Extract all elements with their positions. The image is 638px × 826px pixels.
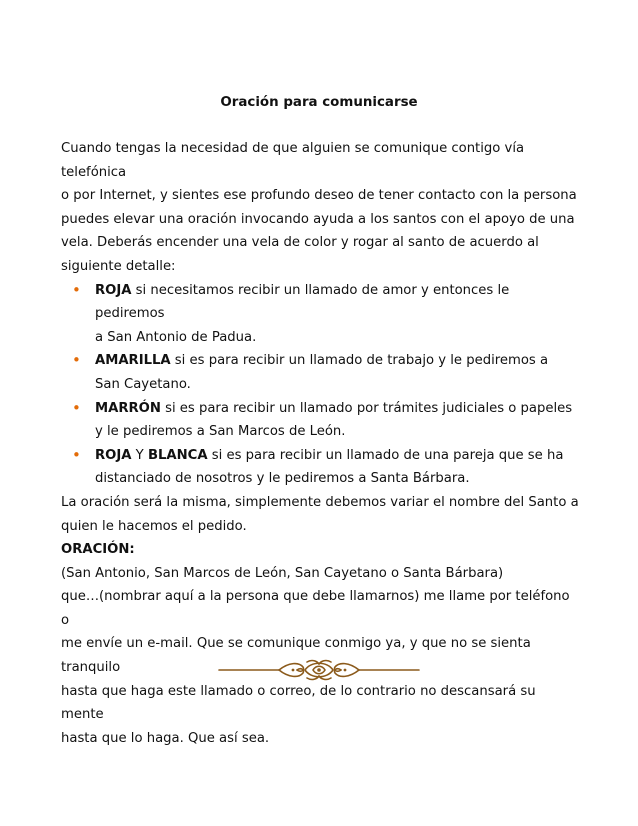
bullet-icon: • — [72, 398, 81, 417]
list-item: • MARRÓN si es para recibir un llamado por trámites judiciales o papeles y le pediremos a San Marcos de León. — [72, 398, 573, 440]
bullet-icon: • — [72, 445, 81, 464]
bullet-icon: • — [72, 280, 81, 299]
document-title: Oración para comunicarse — [220, 95, 418, 110]
ornament-divider-icon — [217, 658, 421, 682]
note-line: quien le hacemos el pedido. — [61, 518, 247, 534]
prayer-line: hasta que haga este llamado o correo, de lo contrario no descansará su mente — [61, 683, 536, 723]
prayer-line: hasta que lo haga. Que así sea. — [61, 730, 270, 746]
prayer-line: que…(nombrar aquí a la persona que debe llamarnos) me llame por teléfono o — [61, 589, 570, 628]
bullet-icon: • — [72, 351, 81, 370]
prayer-line: me envíe un e-mail. Que se comunique conmigo ya, y que no se sienta tranquilo — [61, 636, 531, 676]
list-item: • ROJA si necesitamos recibir un llamado de amor y entonces le pediremos a San Antonio de Padua. — [72, 280, 510, 345]
intro-line: siguiente detalle: — [61, 258, 176, 274]
note-line: La oración será la misma, simplemente debemos variar el nombre del Santo a — [61, 494, 579, 510]
prayer-heading: ORACIÓN: — [61, 542, 135, 558]
list-item: • AMARILLA si es para recibir un llamado de trabajo y le pediremos a San Cayetano. — [72, 351, 549, 392]
intro-line: Cuando tengas la necesidad de que alguien se comunique contigo vía telefónica — [61, 141, 525, 180]
intro-line: vela. Deberás encender una vela de color y rogar al santo de acuerdo al — [61, 235, 539, 251]
color-list — [61, 279, 581, 491]
prayer-line: (San Antonio, San Marcos de León, San Cayetano o Santa Bárbara) — [61, 565, 504, 581]
intro-line: puedes elevar una oración invocando ayuda a los santos con el apoyo de una — [61, 211, 575, 227]
list-item: • ROJA Y BLANCA si es para recibir un llamado de una pareja que se ha distanciado de nosotros y le pediremos a Santa Bárbara. — [72, 445, 564, 487]
intro-line: o por Internet, y sientes ese profundo deseo de tener contacto con la persona — [61, 188, 577, 204]
